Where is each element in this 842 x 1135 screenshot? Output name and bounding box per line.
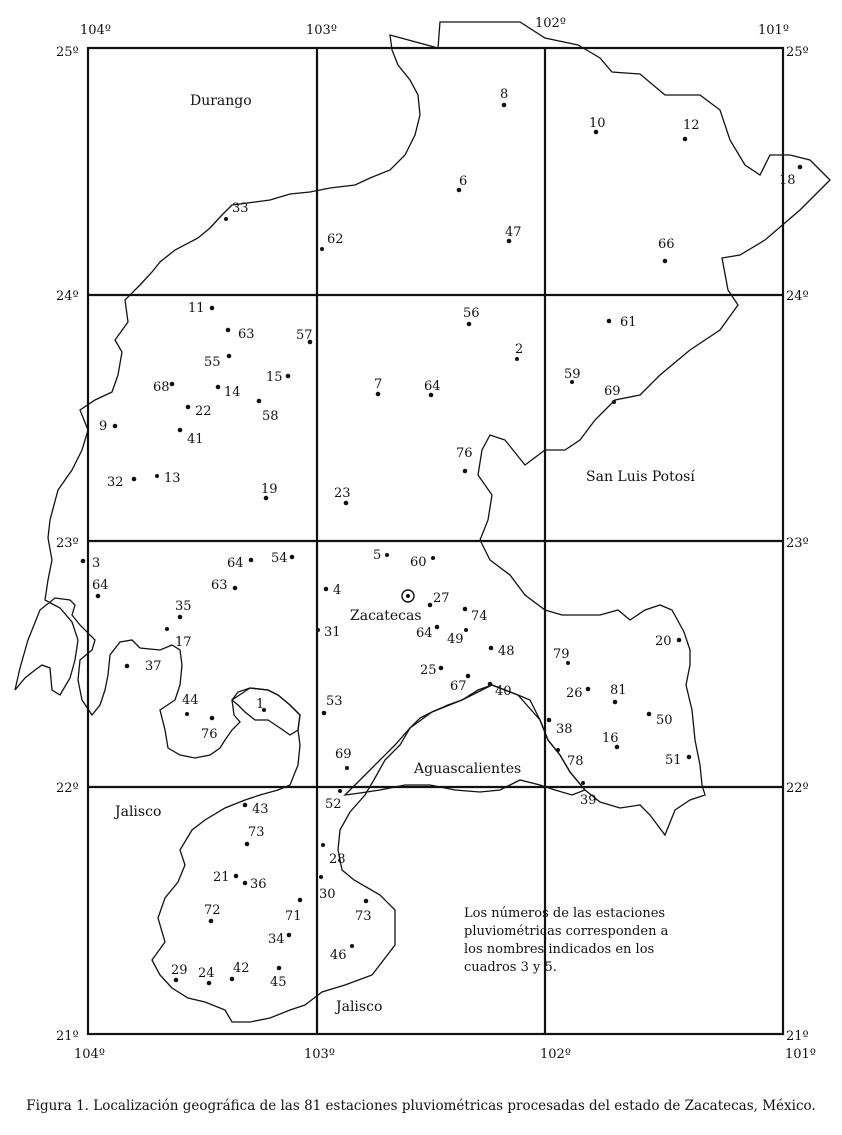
station-marker	[224, 201, 249, 221]
note-line-3: los nombres indicados en los	[464, 942, 655, 957]
station-dot	[257, 399, 262, 404]
lon-label-102-top: 102º	[535, 16, 566, 31]
station-marker	[320, 232, 344, 251]
station-marker	[175, 599, 192, 619]
station-dot	[230, 977, 235, 982]
station-label: 76	[201, 727, 218, 742]
station-dot	[350, 944, 354, 948]
station-label: 46	[330, 948, 347, 963]
station-dot	[178, 615, 183, 620]
station-label: 78	[567, 754, 584, 769]
station-label: 31	[324, 625, 341, 640]
station-dot	[385, 553, 389, 557]
station-label: 22	[195, 404, 212, 419]
station-label: 27	[433, 591, 450, 606]
station-label: 53	[326, 694, 343, 709]
station-label: 17	[175, 635, 192, 650]
station-marker	[178, 428, 204, 447]
station-marker	[324, 583, 342, 598]
station-marker	[201, 716, 218, 742]
station-dot	[463, 607, 468, 612]
station-label: 64	[424, 379, 441, 394]
station-dot	[607, 319, 612, 324]
station-dot	[165, 627, 169, 631]
station-marker	[355, 899, 372, 924]
figure-caption: Figura 1. Localización geográfica de las 81 estaciones pluviométricas procesadas del estado de Zacatecas, México.	[26, 1098, 816, 1114]
lat-label-23-right: 23º	[786, 536, 809, 551]
station-label: 6	[459, 174, 468, 189]
station-label: 57	[296, 328, 313, 343]
coordinate-grid	[88, 48, 783, 1034]
lat-label-22-left: 22º	[56, 781, 79, 796]
station-label: 63	[211, 578, 228, 593]
station-label: 55	[204, 355, 221, 370]
station-label: 7	[374, 377, 383, 392]
station-marker	[457, 174, 468, 192]
station-dot	[234, 874, 239, 879]
station-marker	[374, 377, 382, 396]
station-dot	[581, 781, 585, 785]
station-marker	[373, 548, 389, 563]
station-marker	[125, 659, 162, 674]
aguascalientes-outline	[345, 685, 585, 795]
station-marker	[243, 802, 269, 817]
lat-label-23-left: 23º	[56, 536, 79, 551]
station-dot	[376, 392, 381, 397]
station-marker	[322, 694, 343, 715]
station-marker	[610, 683, 627, 704]
station-marker	[655, 634, 681, 649]
station-dot	[324, 587, 329, 592]
station-label: 73	[248, 825, 265, 840]
station-dot	[209, 919, 214, 924]
station-marker	[489, 644, 515, 659]
station-label: 14	[224, 385, 241, 400]
station-dot	[613, 700, 618, 705]
station-label: 68	[153, 380, 170, 395]
lon-label-104-top: 104º	[80, 23, 111, 38]
station-marker	[261, 482, 278, 500]
station-marker	[488, 682, 512, 699]
station-marker	[270, 966, 287, 990]
lon-label-103-top: 103º	[306, 23, 337, 38]
station-marker	[92, 578, 109, 598]
station-dot	[612, 400, 616, 404]
station-dot	[125, 664, 130, 669]
station-marker	[226, 327, 255, 342]
station-label: 36	[250, 877, 267, 892]
station-label: 54	[271, 551, 288, 566]
station-label: 62	[327, 232, 344, 247]
station-marker	[153, 380, 174, 395]
station-dot	[547, 718, 552, 723]
lon-label-104-bottom: 104º	[74, 1047, 105, 1062]
station-label: 76	[456, 446, 473, 461]
station-dot	[489, 646, 494, 651]
station-dot	[243, 803, 248, 808]
station-label: 58	[262, 409, 279, 424]
station-label: 11	[188, 301, 205, 316]
region-labels	[113, 93, 695, 1015]
station-label: 47	[505, 225, 522, 240]
station-dot	[155, 474, 159, 478]
station-marker	[463, 607, 488, 624]
station-label: 81	[610, 683, 627, 698]
station-marker	[182, 693, 199, 716]
station-dot	[431, 556, 435, 560]
station-label: 48	[498, 644, 515, 659]
station-marker	[107, 475, 136, 490]
station-dot	[677, 638, 682, 643]
station-label: 3	[92, 556, 101, 571]
station-label: 39	[580, 793, 597, 808]
station-label: 67	[450, 679, 467, 694]
lon-label-101-bottom: 101º	[785, 1047, 816, 1062]
lon-label-103-bottom: 103º	[304, 1047, 335, 1062]
station-label: 41	[187, 432, 204, 447]
station-dot	[210, 306, 215, 311]
station-marker	[505, 225, 522, 243]
station-marker	[683, 118, 700, 141]
lat-label-25-right: 25º	[786, 45, 809, 60]
station-marker	[500, 87, 508, 107]
station-dot	[428, 603, 433, 608]
station-marker	[547, 718, 573, 737]
station-dot	[319, 875, 323, 879]
station-dot	[316, 628, 320, 632]
station-label: 8	[500, 87, 509, 102]
station-marker	[564, 367, 581, 384]
station-dot	[210, 716, 215, 721]
station-label: 72	[204, 903, 221, 918]
station-marker	[245, 825, 265, 846]
station-label: 2	[515, 342, 524, 357]
station-marker	[647, 712, 673, 728]
station-dot	[647, 712, 652, 717]
station-label: 69	[335, 747, 352, 762]
lat-label-24-left: 24º	[56, 289, 79, 304]
stations-layer	[81, 87, 803, 990]
station-marker	[658, 237, 675, 263]
station-marker	[227, 556, 253, 571]
station-dot	[286, 374, 291, 379]
station-dot	[170, 382, 175, 387]
station-marker	[335, 747, 352, 770]
station-label: 32	[107, 475, 124, 490]
station-marker	[604, 384, 621, 404]
lat-label-21-left: 21º	[56, 1029, 79, 1044]
station-marker	[556, 748, 584, 769]
station-label: 63	[238, 327, 255, 342]
station-label: 25	[420, 663, 437, 678]
station-marker	[456, 446, 473, 473]
station-dot	[81, 559, 86, 564]
region-jalisco-west: Jalisco	[115, 804, 162, 820]
station-label: 24	[198, 966, 215, 981]
station-marker	[416, 625, 439, 641]
station-dot	[227, 354, 232, 359]
lon-label-102-bottom: 102º	[540, 1047, 571, 1062]
latitude-labels-left	[56, 45, 79, 1044]
station-marker	[463, 306, 480, 326]
station-marker	[566, 686, 590, 701]
station-label: 18	[779, 173, 796, 188]
note-line-2: pluviométricas corresponden a	[464, 924, 669, 939]
map-note	[464, 906, 669, 975]
station-dot	[502, 103, 507, 108]
station-label: 51	[665, 753, 682, 768]
station-label: 64	[227, 556, 244, 571]
station-marker	[198, 966, 215, 985]
note-line-4: cuadros 3 y 5.	[464, 960, 557, 975]
station-dot	[207, 981, 212, 986]
station-marker	[515, 342, 523, 361]
station-dot	[435, 625, 440, 630]
state-outline	[15, 22, 830, 1022]
station-label: 49	[447, 632, 464, 647]
station-dot	[515, 357, 519, 361]
station-dot	[322, 711, 327, 716]
station-marker	[211, 578, 237, 593]
station-label: 1	[256, 697, 265, 712]
station-dot	[233, 586, 238, 591]
station-dot	[185, 712, 189, 716]
station-label: 42	[233, 961, 250, 976]
station-dot	[290, 555, 295, 560]
station-dot	[364, 899, 369, 904]
region-jalisco-south: Jalisco	[336, 999, 383, 1015]
lat-label-24-right: 24º	[786, 289, 809, 304]
station-label: 5	[373, 548, 382, 563]
station-dot	[439, 666, 444, 671]
station-marker	[607, 315, 637, 330]
station-marker	[271, 551, 294, 566]
note-line-1: Los números de las estaciones	[464, 906, 666, 921]
capital-city-icon	[402, 590, 414, 602]
station-label: 10	[589, 116, 606, 131]
enclave-outline	[232, 688, 300, 735]
station-label: 40	[495, 684, 512, 699]
station-dot	[345, 766, 349, 770]
region-aguascalientes: Aguascalientes	[414, 761, 522, 777]
station-dot	[277, 966, 282, 971]
station-marker	[334, 486, 351, 505]
station-label: 64	[416, 626, 433, 641]
station-marker	[553, 647, 570, 665]
station-marker	[589, 116, 606, 134]
station-marker	[410, 555, 435, 570]
station-marker	[171, 963, 188, 982]
station-dot	[663, 259, 668, 264]
station-label: 74	[471, 609, 488, 624]
station-marker	[420, 663, 443, 678]
station-label: 12	[683, 118, 700, 133]
station-marker	[450, 674, 470, 694]
station-marker	[155, 471, 181, 486]
station-label: 79	[553, 647, 570, 662]
station-marker	[330, 944, 354, 963]
longitude-labels-bottom	[74, 1047, 816, 1062]
station-label: 15	[266, 370, 283, 385]
station-dot	[243, 881, 248, 886]
station-label: 52	[325, 797, 342, 812]
station-label: 4	[333, 583, 342, 598]
station-label: 43	[252, 802, 269, 817]
station-dot	[178, 428, 183, 433]
station-dot	[287, 933, 292, 938]
station-label: 37	[145, 659, 162, 674]
latitude-labels-right	[786, 45, 809, 1044]
station-dot	[224, 217, 228, 221]
station-label: 45	[270, 975, 287, 990]
station-label: 33	[232, 201, 249, 216]
station-marker	[204, 903, 221, 923]
station-label: 19	[261, 482, 278, 497]
station-dot	[466, 674, 471, 679]
station-dot	[320, 247, 324, 251]
station-dot	[226, 328, 231, 333]
station-marker	[316, 625, 341, 640]
station-label: 16	[602, 731, 619, 746]
station-label: 66	[658, 237, 675, 252]
station-marker	[424, 379, 441, 397]
station-label: 71	[285, 909, 302, 924]
station-marker	[213, 870, 238, 885]
station-dot	[113, 424, 118, 429]
station-label: 38	[556, 722, 573, 737]
station-label: 73	[355, 909, 372, 924]
station-marker	[321, 843, 346, 867]
station-marker	[296, 328, 313, 344]
station-marker	[319, 875, 336, 902]
lat-label-25-left: 25º	[56, 45, 79, 60]
station-label: 64	[92, 578, 109, 593]
station-marker	[665, 753, 691, 768]
lat-label-21-right: 21º	[786, 1029, 809, 1044]
station-marker	[268, 932, 291, 947]
station-dot	[687, 755, 692, 760]
region-durango: Durango	[190, 93, 252, 109]
station-marker	[325, 789, 342, 812]
station-marker	[81, 556, 101, 571]
station-marker	[188, 301, 214, 316]
station-marker	[216, 385, 241, 400]
station-marker	[243, 877, 267, 892]
station-dot	[344, 501, 349, 506]
station-dot	[132, 477, 137, 482]
station-marker	[285, 898, 302, 924]
station-label: 69	[604, 384, 621, 399]
station-dot	[96, 594, 101, 599]
station-dot	[249, 558, 254, 563]
station-marker	[230, 961, 250, 981]
station-label: 28	[329, 852, 346, 867]
station-label: 30	[319, 887, 336, 902]
station-dot	[556, 748, 560, 752]
state-boundary	[15, 22, 830, 1022]
station-label: 26	[566, 686, 583, 701]
lon-label-101-top: 101º	[758, 23, 789, 38]
station-label: 23	[334, 486, 351, 501]
station-label: 61	[620, 315, 637, 330]
station-dot	[464, 628, 468, 632]
station-label: 50	[656, 713, 673, 728]
station-marker	[602, 731, 619, 749]
station-marker	[256, 697, 266, 712]
station-label: 9	[99, 419, 108, 434]
station-dot	[463, 469, 468, 474]
station-marker	[266, 370, 290, 385]
station-marker	[99, 419, 117, 434]
region-zacatecas: Zacatecas	[350, 608, 422, 624]
station-label: 44	[182, 693, 199, 708]
lat-label-22-right: 22º	[786, 781, 809, 796]
station-dot	[683, 137, 688, 142]
station-label: 21	[213, 870, 230, 885]
station-label: 20	[655, 634, 672, 649]
station-label: 29	[171, 963, 188, 978]
station-marker	[186, 404, 212, 419]
station-label: 56	[463, 306, 480, 321]
station-dot	[798, 165, 803, 170]
station-dot	[216, 385, 221, 390]
station-marker	[204, 354, 231, 370]
station-dot	[245, 842, 250, 847]
station-label: 13	[164, 471, 181, 486]
station-label: 35	[175, 599, 192, 614]
station-marker	[257, 399, 279, 424]
station-label: 59	[564, 367, 581, 382]
station-marker	[447, 628, 468, 647]
station-marker	[580, 781, 597, 808]
station-marker	[428, 591, 450, 607]
longitude-labels-top	[80, 16, 789, 38]
station-dot	[298, 898, 303, 903]
station-dot	[488, 682, 493, 687]
station-dot	[467, 322, 472, 327]
station-dot	[586, 687, 591, 692]
region-san-luis-potosi: San Luis Potosí	[586, 469, 695, 485]
station-label: 60	[410, 555, 427, 570]
station-dot	[174, 978, 179, 983]
station-dot	[186, 405, 191, 410]
station-dot	[321, 843, 325, 847]
station-label: 34	[268, 932, 285, 947]
capital-center	[406, 594, 410, 598]
station-dot	[338, 789, 342, 793]
